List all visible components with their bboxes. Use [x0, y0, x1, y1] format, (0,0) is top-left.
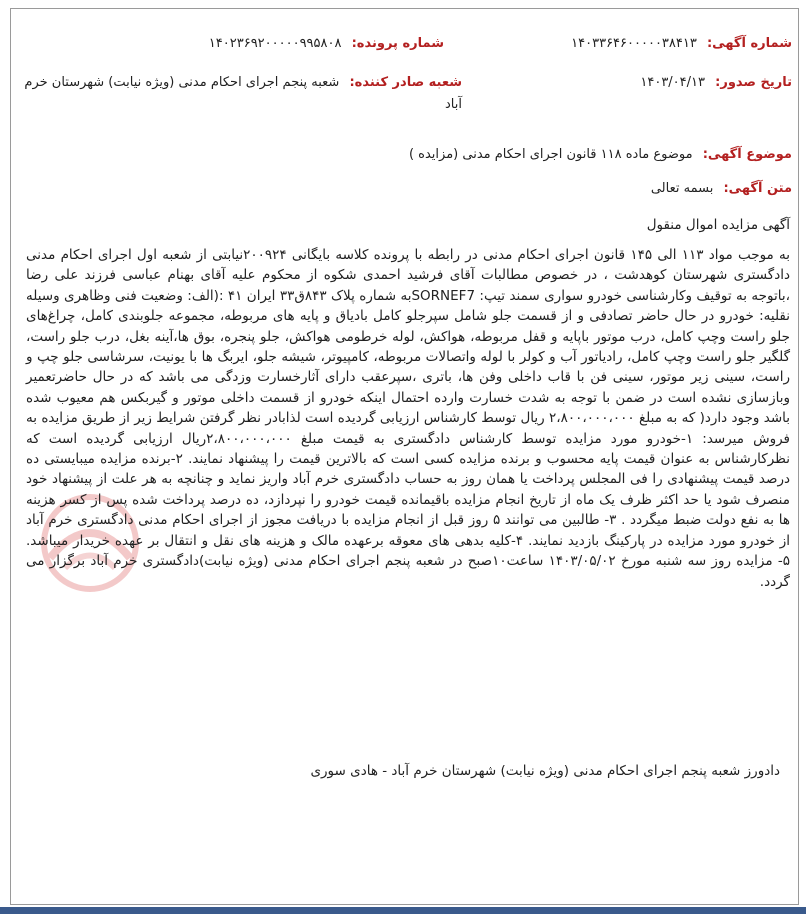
issuer-field-continued	[445, 97, 462, 112]
issue-date-label: تاریخ صدور:	[715, 75, 792, 90]
issuer-label: شعبه صادر کننده:	[349, 75, 462, 90]
bottom-bar	[0, 907, 806, 914]
case-number-field	[209, 36, 444, 51]
ad-number-field	[571, 36, 792, 51]
subject-label: موضوع آگهی:	[702, 147, 792, 162]
case-number-label: شماره پرونده:	[351, 36, 444, 51]
issue-date-value: ۱۴۰۳/۰۴/۱۳	[640, 75, 705, 90]
ad-number-label: شماره آگهی:	[706, 36, 792, 51]
issuer-value-line1: شعبه پنجم اجرای احکام مدنی (ویژه نیابت) شهرستان خرم	[24, 75, 340, 90]
ad-number-value: ۱۴۰۳۳۶۴۶۰۰۰۰۰۳۸۴۱۳	[571, 36, 697, 51]
subject-field	[409, 147, 792, 162]
body-paragraph: به موجب مواد ۱۱۳ الی ۱۴۵ قانون اجرای احکام مدنی در رابطه با پرونده کلاسه بایگانی ۲۰۰۹۲۴نیابتی از شعبه اول اجرای احکام مدنی دادگستری شهرستان کوهدشت ، در خصوص مطالبات آقای فرشید احمدی شکوه از محکوم علیه آقای بهنام عباسی فرزند علی رضا ،باتوجه به توقیف وکارشناسی خودرو سواری سمند تیپ: SORNEF7به شماره پلاک ۸۴۳ق۳۳ ایران ۴۱ :(الف: وضعیت فنی وظاهری وسیله نقلیه: خودرو در حال حاضر تصادفی و از قسمت جلو شامل سپرجلو کامل بادیاق و پایه های مربوطه، مجموعه جلوبندی کامل، چراغ‌های جلو راست وچپ کامل، درب موتور باپایه و قفل مربوطه، هواکش، لوله خرطومی هواکش، جلو پنجره، بوق ها،آینه بغل، درب جلو راست، گلگیر جلو راست وچپ کامل، رادیاتور آب و کولر با لوله واتصالات مربوطه، کامپیوتر، شیشه جلو، ایربگ ها با یونیت، سرشاسی جلو چپ و راست، سینی زیر موتور، سینی فن با قاب داخلی وفن ها، باتری ،سپرعقب دارای آثارخسارت وزدگی می باشد که در حال حاضرتعمیر وبازسازی نشده است در ضمن با توجه به شدت خسارت وارده احتمال اینکه خودرو از قسمت داخلی موتور و گیربکس هم معیوب شده باشد وجود دارد( که به مبلغ ۲،۸۰۰،۰۰۰،۰۰۰ ریال توسط کارشناس ارزیابی گردیده است لذابادر نظر گرفتن شرایط زیر از طریق مزایده به فروش میرسد: ۱-خودرو مورد مزایده توسط کارشناس دادگستری به قیمت مبلغ ۲،۸۰۰،۰۰۰،۰۰۰ریال ارزیابی گردیده است که نظرکارشناس به عنوان قیمت پایه محسوب و برنده مزایده کسی است که بالاترین قیمت را پیشنهاد نمایند. ۲-برنده مزایده میبایستی ده درصد قیمت پیشنهادی را فی المجلس پرداخت یا همان روز به حساب دادگستری خرم آباد واریز نماید و چنانچه به هر علت از پیشنهاد خود منصرف شود یا حد اکثر ظرف یک ماه از تاریخ انجام مزایده باقیمانده قیمت خودرو را نپردازد، ده درصد پرداخت شده پس از کسر هزینه ها به نفع دولت ضبط میگردد . ۳- طالبین می توانند ۵ روز قبل از انجام مزایده با دریافت مجوز از اجرای احکام مدنی دادگستری خرم آباد از خودرو مورد مزایده در پارکینگ بازدید نمایند. ۴-کلیه بدهی های معوقه برعهده مالک و هزینه های نقل و انتقال بر عهده خریدار میباشد. ۵- مزایده روز سه شنبه مورخ ۱۴۰۳/۰۵/۰۲ ساعت۱۰صبح در شعبه پنجم اجرای احکام مدنی (ویژه نیابت)دادگستری خرم آباد برگزار می گردد.	[26, 247, 791, 590]
body-heading: آگهی مزایده اموال منقول	[646, 217, 790, 233]
subject-value: موضوع ماده ۱۱۸ قانون اجرای احکام مدنی (مزایده )	[408, 147, 693, 162]
issuer-value-line2: آباد	[445, 97, 462, 112]
text-label: متن آگهی:	[723, 181, 792, 196]
case-number-value: ۱۴۰۲۳۶۹۲۰۰۰۰۰۹۹۵۸۰۸	[208, 36, 342, 51]
text-value: بسمه تعالی	[650, 181, 714, 196]
issue-date-field	[640, 75, 792, 90]
issuer-field	[24, 75, 462, 90]
signature-line: دادورز شعبه پنجم اجرای احکام مدنی (ویژه نیابت) شهرستان خرم آباد - هادی سوری	[310, 763, 780, 779]
text-field	[651, 181, 792, 196]
